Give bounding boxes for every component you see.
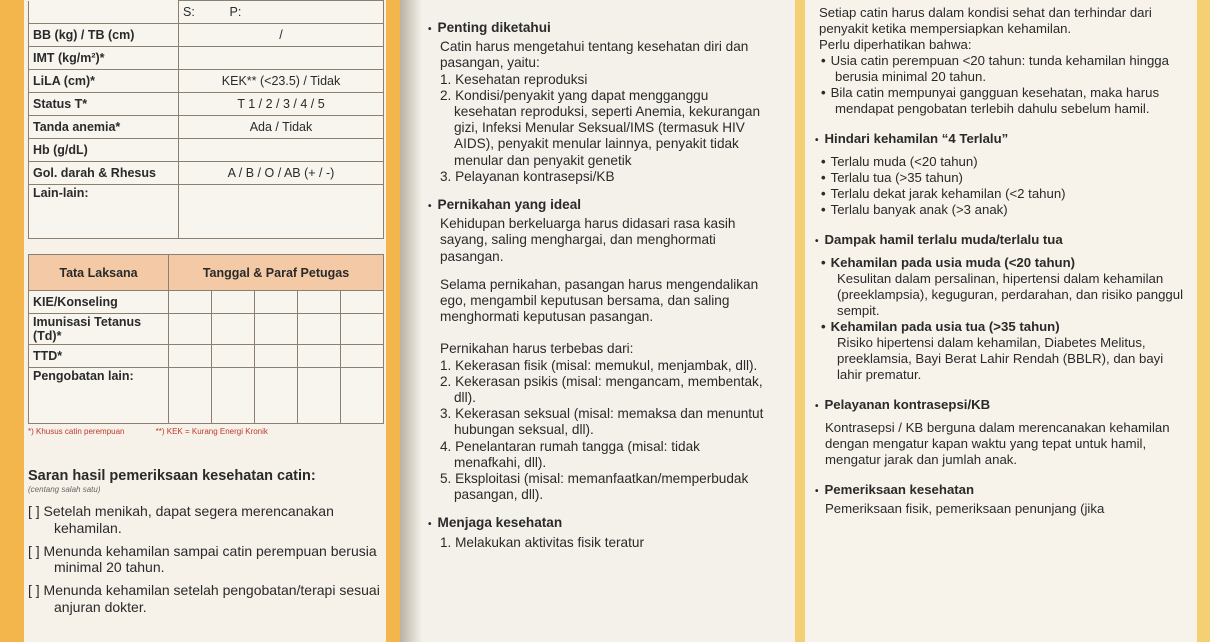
row-label: Gol. darah & Rhesus: [29, 162, 179, 185]
top-row-cell: S: P:: [179, 1, 384, 24]
list-item: 2. Kondisi/penyakit yang dapat mengganggu kesehatan reproduksi, seperti Anemia, kekurangan gizi, Infeksi Menular Seksual/IMS (termasuk HIV AIDS), penyakit menular lainnya, penyakit tidak menular dan penyakit genetik: [440, 87, 761, 168]
bullet-item: • Terlalu dekat jarak kehamilan (<2 tahun): [815, 186, 1189, 202]
row-value: KEK** (<23.5) / Tidak: [179, 70, 384, 93]
list-item: 1. Kesehatan reproduksi: [440, 71, 588, 87]
list-item: 5. Eksploitasi (misal: memanfaatkan/memperbudak pasangan, dll).: [440, 471, 749, 503]
middle-column: [428, 20, 766, 551]
paragraph: Kesulitan dalam persalinan, hipertensi dalam kehamilan (preeklampsia), keguguran, perdarahan, dan risiko panggul sempit.: [837, 271, 1184, 318]
right-column: [815, 5, 1189, 517]
row-label: Hb (g/dL): [29, 139, 179, 162]
paragraph: Kehidupan berkeluarga harus didasari rasa kasih sayang, saling menghargai, dan menghormati pasangan.: [440, 216, 736, 264]
list-item: 2. Kekerasan psikis (misal: mengancam, membentak, dll).: [440, 373, 763, 406]
bullet-item: • Usia catin perempuan <20 tahun: tunda kehamilan hingga berusia minimal 20 tahun.: [815, 53, 1189, 85]
tata-row: Imunisasi Tetanus (Td)*: [29, 314, 169, 345]
paragraph: Setiap catin harus dalam kondisi sehat dan terhindar dari penyakit ketika mempersiapkan kehamilan.: [819, 5, 1152, 36]
row-label: IMT (kg/m²)*: [29, 47, 179, 70]
row-value: [179, 139, 384, 162]
tata-row: Pengobatan lain:: [29, 368, 169, 424]
row-value: [179, 185, 384, 239]
tata-laksana-table: [28, 254, 384, 424]
paragraph: Pemeriksaan fisik, pemeriksaan penunjang (jika: [825, 501, 1105, 516]
saran-option[interactable]: [ ] Setelah menikah, dapat segera merencanakan kehamilan.: [28, 502, 334, 536]
row-label: Tanda anemia*: [29, 116, 179, 139]
list-item: 3. Kekerasan seksual (misal: memaksa dan menuntut hubungan seksual, dll).: [440, 406, 764, 438]
saran-subtitle: (centang salah satu): [28, 485, 101, 495]
bullet-item: • Terlalu muda (<20 tahun): [815, 154, 1189, 170]
tanggal-paraf-header: Tanggal & Paraf Petugas: [169, 255, 384, 291]
tata-row: TTD*: [29, 345, 169, 368]
bullet-item: • Terlalu banyak anak (>3 anak): [815, 202, 1189, 218]
paragraph: Perlu diperhatikan bahwa:: [819, 37, 972, 52]
row-value: Ada / Tidak: [179, 116, 384, 139]
heading-hindari: • Hindari kehamilan “4 Terlalu”: [815, 131, 1189, 149]
heading-kontrasepsi: • Pelayanan kontrasepsi/KB: [815, 397, 1189, 415]
bullet-item: • Terlalu tua (>35 tahun): [815, 170, 1189, 186]
row-value: T 1 / 2 / 3 / 4 / 5: [179, 93, 384, 116]
fold-shadow: [400, 0, 422, 642]
list-item: 1. Kekerasan fisik (misal: memukul, menjambak, dll).: [440, 357, 758, 373]
heading-pernikahan: • Pernikahan yang ideal: [428, 197, 766, 215]
heading-penting: • Penting diketahui: [428, 20, 766, 38]
list-item: 4. Penelantaran rumah tangga (misal: tidak menafkahi, dll).: [440, 438, 700, 470]
paragraph: Pernikahan harus terbebas dari:: [440, 341, 634, 357]
heading-dampak: • Dampak hamil terlalu muda/terlalu tua: [815, 232, 1189, 250]
bullet-title: • Kehamilan pada usia muda (<20 tahun): [815, 255, 1189, 271]
row-value: A / B / O / AB (+ / -): [179, 162, 384, 185]
row-value: [179, 47, 384, 70]
saran-title: Saran hasil pemeriksaan kesehatan catin:: [28, 468, 316, 484]
tata-laksana-header: Tata Laksana: [29, 255, 169, 291]
paragraph: Risiko hipertensi dalam kehamilan, Diabetes Melitus, preeklamsia, Bayi Berat Lahir Rendah (BBLR), dan bayi lahir prematur.: [837, 335, 1164, 382]
exam-table: [28, 0, 384, 239]
tata-row: KIE/Konseling: [29, 291, 169, 314]
paragraph: Kontrasepsi / KB berguna dalam merencanakan kehamilan dengan mengatur kapan waktu yang tepat untuk hamil, mengatur jarak dan jumlah anak.: [825, 420, 1170, 467]
bullet-item: • Bila catin mempunyai gangguan kesehatan, maka harus mendapat pengobatan terlebih dahulu sebelum hamil.: [815, 85, 1189, 117]
heading-pemeriksaan: • Pemeriksaan kesehatan: [815, 482, 1189, 500]
heading-menjaga: • Menjaga kesehatan: [428, 515, 766, 533]
row-value: /: [179, 24, 384, 47]
row-label: BB (kg) / TB (cm): [29, 24, 179, 47]
paragraph: Catin harus mengetahui tentang kesehatan diri dan pasangan, yaitu:: [440, 39, 749, 71]
saran-section: [28, 468, 383, 622]
row-label: Status T*: [29, 93, 179, 116]
row-label: LiLA (cm)*: [29, 70, 179, 93]
list-item: 3. Pelayanan kontrasepsi/KB: [440, 168, 615, 184]
row-label: Lain-lain:: [29, 185, 179, 239]
footnotes: *) Khusus catin perempuan **) KEK = Kurang Energi Kronik: [28, 427, 268, 436]
list-item: 1. Melakukan aktivitas fisik teratur: [440, 534, 644, 550]
saran-option[interactable]: [ ] Menunda kehamilan setelah pengobatan/terapi sesuai anjuran dokter.: [28, 582, 380, 615]
paragraph: Selama pernikahan, pasangan harus mengendalikan ego, mengambil keputusan bersama, dan saling menghormati keputusan pasangan.: [440, 276, 759, 325]
saran-option[interactable]: [ ] Menunda kehamilan sampai catin perempuan berusia minimal 20 tahun.: [28, 542, 377, 576]
bullet-title: • Kehamilan pada usia tua (>35 tahun): [815, 319, 1189, 335]
